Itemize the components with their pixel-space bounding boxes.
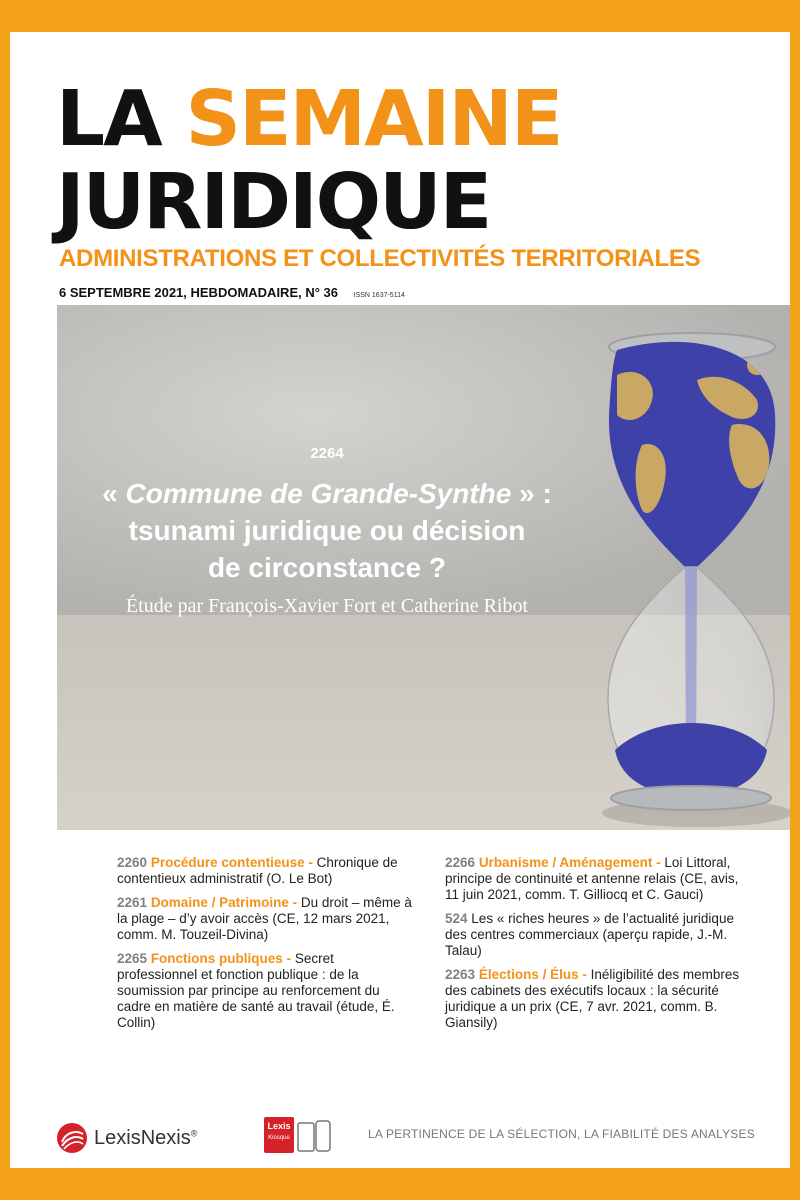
summary-item — [445, 911, 745, 959]
title-semaine: SEMAINE — [185, 75, 562, 164]
title-la: LA — [56, 75, 161, 164]
item-rubric: Procédure contentieuse - — [150, 855, 313, 870]
item-text: Inéligibilité des membres des cabinets des exécutifs locaux : la sécurité juridique a un prix (CE, 7 avr. 2021, comm. B. Giansily) — [445, 967, 740, 1030]
item-text: Loi Littoral, principe de continuité et antenne relais (CE, avis, 11 juin 2021, comm. T. Gilliocq et C. Gauci) — [445, 855, 739, 902]
magazine-cover — [10, 32, 790, 1168]
item-number: 2263 — [445, 967, 476, 982]
brand-name — [94, 1127, 197, 1150]
feature-title-case-name: Commune de Grande-Synthe — [125, 478, 512, 509]
lexisnexis-logo — [56, 1122, 197, 1154]
feature-authors: Étude par François-Xavier Fort et Catherine Ribot — [125, 595, 529, 617]
item-text: Secret professionnel et fonction publique : de la soumission par principe au renforcement du cadre en matière de santé au travail (étude, É. Collin) — [117, 951, 395, 1030]
masthead-title — [56, 75, 562, 247]
item-text: Du droit – même à la plage – d’y avoir accès (CE, 12 mars 2021, comm. M. Touzeil-Divina) — [117, 895, 412, 942]
feature-title-line3: de circonstance ? — [207, 552, 447, 583]
kiosque-label: Lexis — [267, 1121, 291, 1131]
item-rubric: Urbanisme / Aménagement - — [478, 855, 661, 870]
feature-title-line1: « Commune de Grande-Synthe » : — [102, 478, 552, 509]
title-juridique: JURIDIQUE — [56, 158, 491, 247]
summary-item — [445, 967, 745, 1031]
summary-item — [117, 855, 417, 887]
item-number: 2265 — [117, 951, 148, 966]
issn: ISSN 1637-5114 — [353, 292, 405, 299]
summary-left-column — [117, 855, 417, 1039]
lexis-kiosque-logo — [264, 1117, 332, 1155]
item-number: 2266 — [445, 855, 476, 870]
feature-number: 2264 — [310, 445, 344, 462]
feature-title-line2: tsunami juridique ou décision — [128, 515, 526, 546]
summary-right-column — [445, 855, 745, 1039]
brand-registered: ® — [190, 1127, 198, 1138]
item-rubric: Domaine / Patrimoine - — [150, 895, 298, 910]
footer-tagline: LA PERTINENCE DE LA SÉLECTION, LA FIABILITÉ DES ANALYSES — [368, 1127, 755, 1141]
issue-date: 6 SEPTEMBRE 2021, HEBDOMADAIRE, N° 36 — [59, 285, 338, 300]
feature-image — [57, 305, 790, 830]
item-text: Chronique de contentieux administratif (O. Le Bot) — [117, 855, 398, 886]
item-number: 2261 — [117, 895, 148, 910]
summary-item — [445, 855, 745, 903]
summary-item — [117, 895, 417, 943]
summary-item — [117, 951, 417, 1031]
masthead-subtitle: ADMINISTRATIONS ET COLLECTIVITÉS TERRITORIALES — [59, 245, 701, 272]
brand-text: LexisNexis — [94, 1126, 191, 1149]
item-number: 524 — [445, 911, 468, 926]
kiosque-sublabel: Kiosque — [268, 1135, 290, 1141]
item-rubric: Élections / Élus - — [478, 967, 587, 982]
item-number: 2260 — [117, 855, 148, 870]
lexisnexis-emblem-icon — [56, 1122, 88, 1154]
item-text: Les « riches heures » de l’actualité juridique des centres commerciaux (aperçu rapide, J.-M. Talau) — [445, 911, 734, 958]
item-rubric: Fonctions publiques - — [150, 951, 292, 966]
issue-line — [59, 285, 405, 300]
feature-title — [57, 475, 597, 586]
